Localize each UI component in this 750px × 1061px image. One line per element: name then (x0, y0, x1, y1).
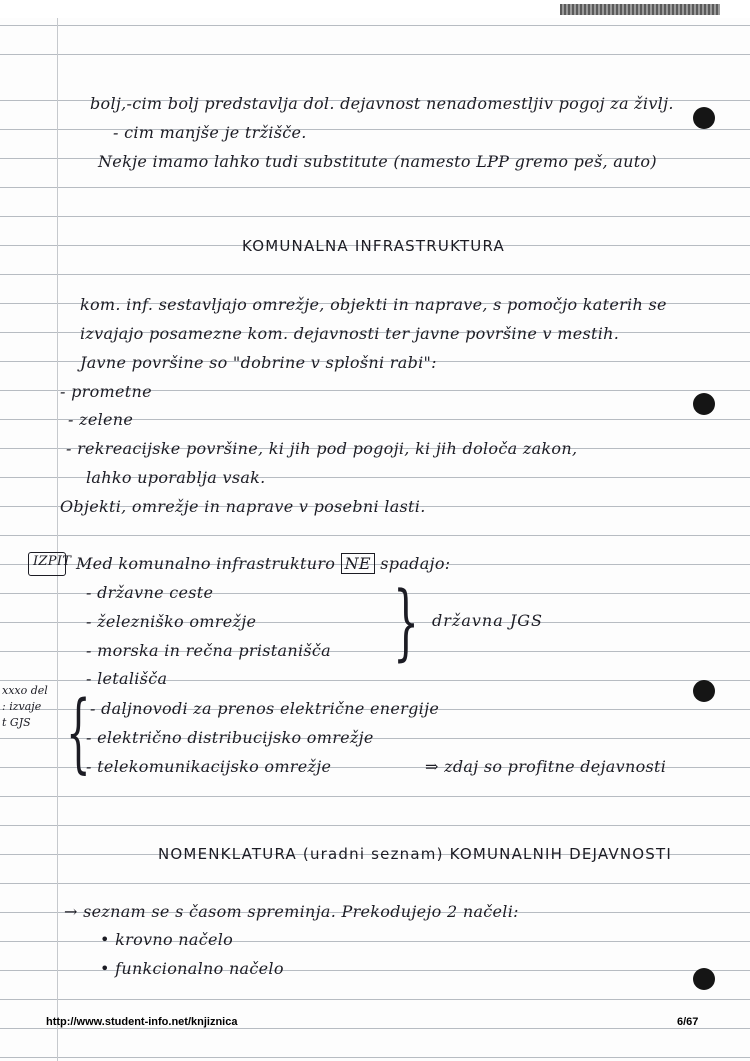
punch-hole (693, 968, 715, 990)
side-note-line: t GJS (2, 716, 31, 729)
arrow-note: ⇒ zdaj so profitne dejavnosti (425, 757, 667, 776)
exam-item: - državne ceste (86, 583, 214, 602)
footer-url[interactable]: http://www.student-info.net/knjiznica (46, 1016, 238, 1028)
page-number: 6/67 (677, 1016, 699, 1028)
side-note-line: : izvaje (2, 700, 42, 713)
note-line: - cim manjše je tržišče. (113, 123, 307, 142)
exam-item: - daljnovodi za prenos električne energije (90, 699, 440, 718)
exam-lead-tail: spadajo: (380, 554, 451, 573)
list-item-continuation: lahko uporablja vsak. (86, 468, 266, 487)
exam-lead-text: Med komunalno infrastrukturo (76, 554, 336, 573)
paragraph-line: → seznam se s časom spreminja. Prekodujejo 2 načeli: (64, 902, 519, 921)
list-item: - rekreacijske površine, ki jih pod pogoji, ki jih določa zakon, (66, 439, 578, 458)
exam-tag: IZPIT (33, 554, 72, 569)
punch-hole (693, 107, 715, 129)
section-heading: NOMENKLATURA (uradni seznam) KOMUNALNIH DEJAVNOSTI (158, 845, 672, 863)
list-item: - zelene (68, 410, 134, 429)
left-brace: { (66, 683, 91, 783)
exam-item: - letališča (86, 669, 168, 688)
punch-hole (693, 680, 715, 702)
bullet-item: • krovno načelo (100, 930, 234, 949)
note-line: bolj,-cim bolj predstavlja dol. dejavnost nenadomestljiv pogoj za življ. (90, 94, 674, 113)
exam-item: - morska in rečna pristanišča (86, 641, 332, 660)
bullet-item: • funkcionalno načelo (100, 959, 284, 978)
side-note-line: xxxo del (2, 684, 48, 697)
paragraph-line: izvajajo posamezne kom. dejavnosti ter javne površine v mestih. (80, 324, 620, 343)
exam-lead (76, 554, 450, 573)
right-brace: } (393, 575, 420, 670)
scan-edge-artifact (560, 4, 720, 15)
brace-label: državna JGS (432, 611, 543, 630)
margin-line (57, 18, 58, 1061)
paragraph-line: Javne površine so "dobrine v splošni rabi": (80, 353, 437, 372)
ne-box: NE (341, 553, 375, 574)
exam-item: - električno distribucijsko omrežje (86, 728, 374, 747)
section-heading: KOMUNALNA INFRASTRUKTURA (242, 237, 505, 255)
paragraph-line: Objekti, omrežje in naprave v posebni lasti. (60, 497, 426, 516)
list-item: - prometne (60, 382, 152, 401)
note-line: Nekje imamo lahko tudi substitute (namesto LPP gremo peš, auto) (98, 152, 657, 171)
paragraph-line: kom. inf. sestavljajo omrežje, objekti in naprave, s pomočjo katerih se (80, 295, 667, 314)
exam-item: - telekomunikacijsko omrežje (86, 757, 332, 776)
punch-hole (693, 393, 715, 415)
exam-item: - železniško omrežje (86, 612, 257, 631)
